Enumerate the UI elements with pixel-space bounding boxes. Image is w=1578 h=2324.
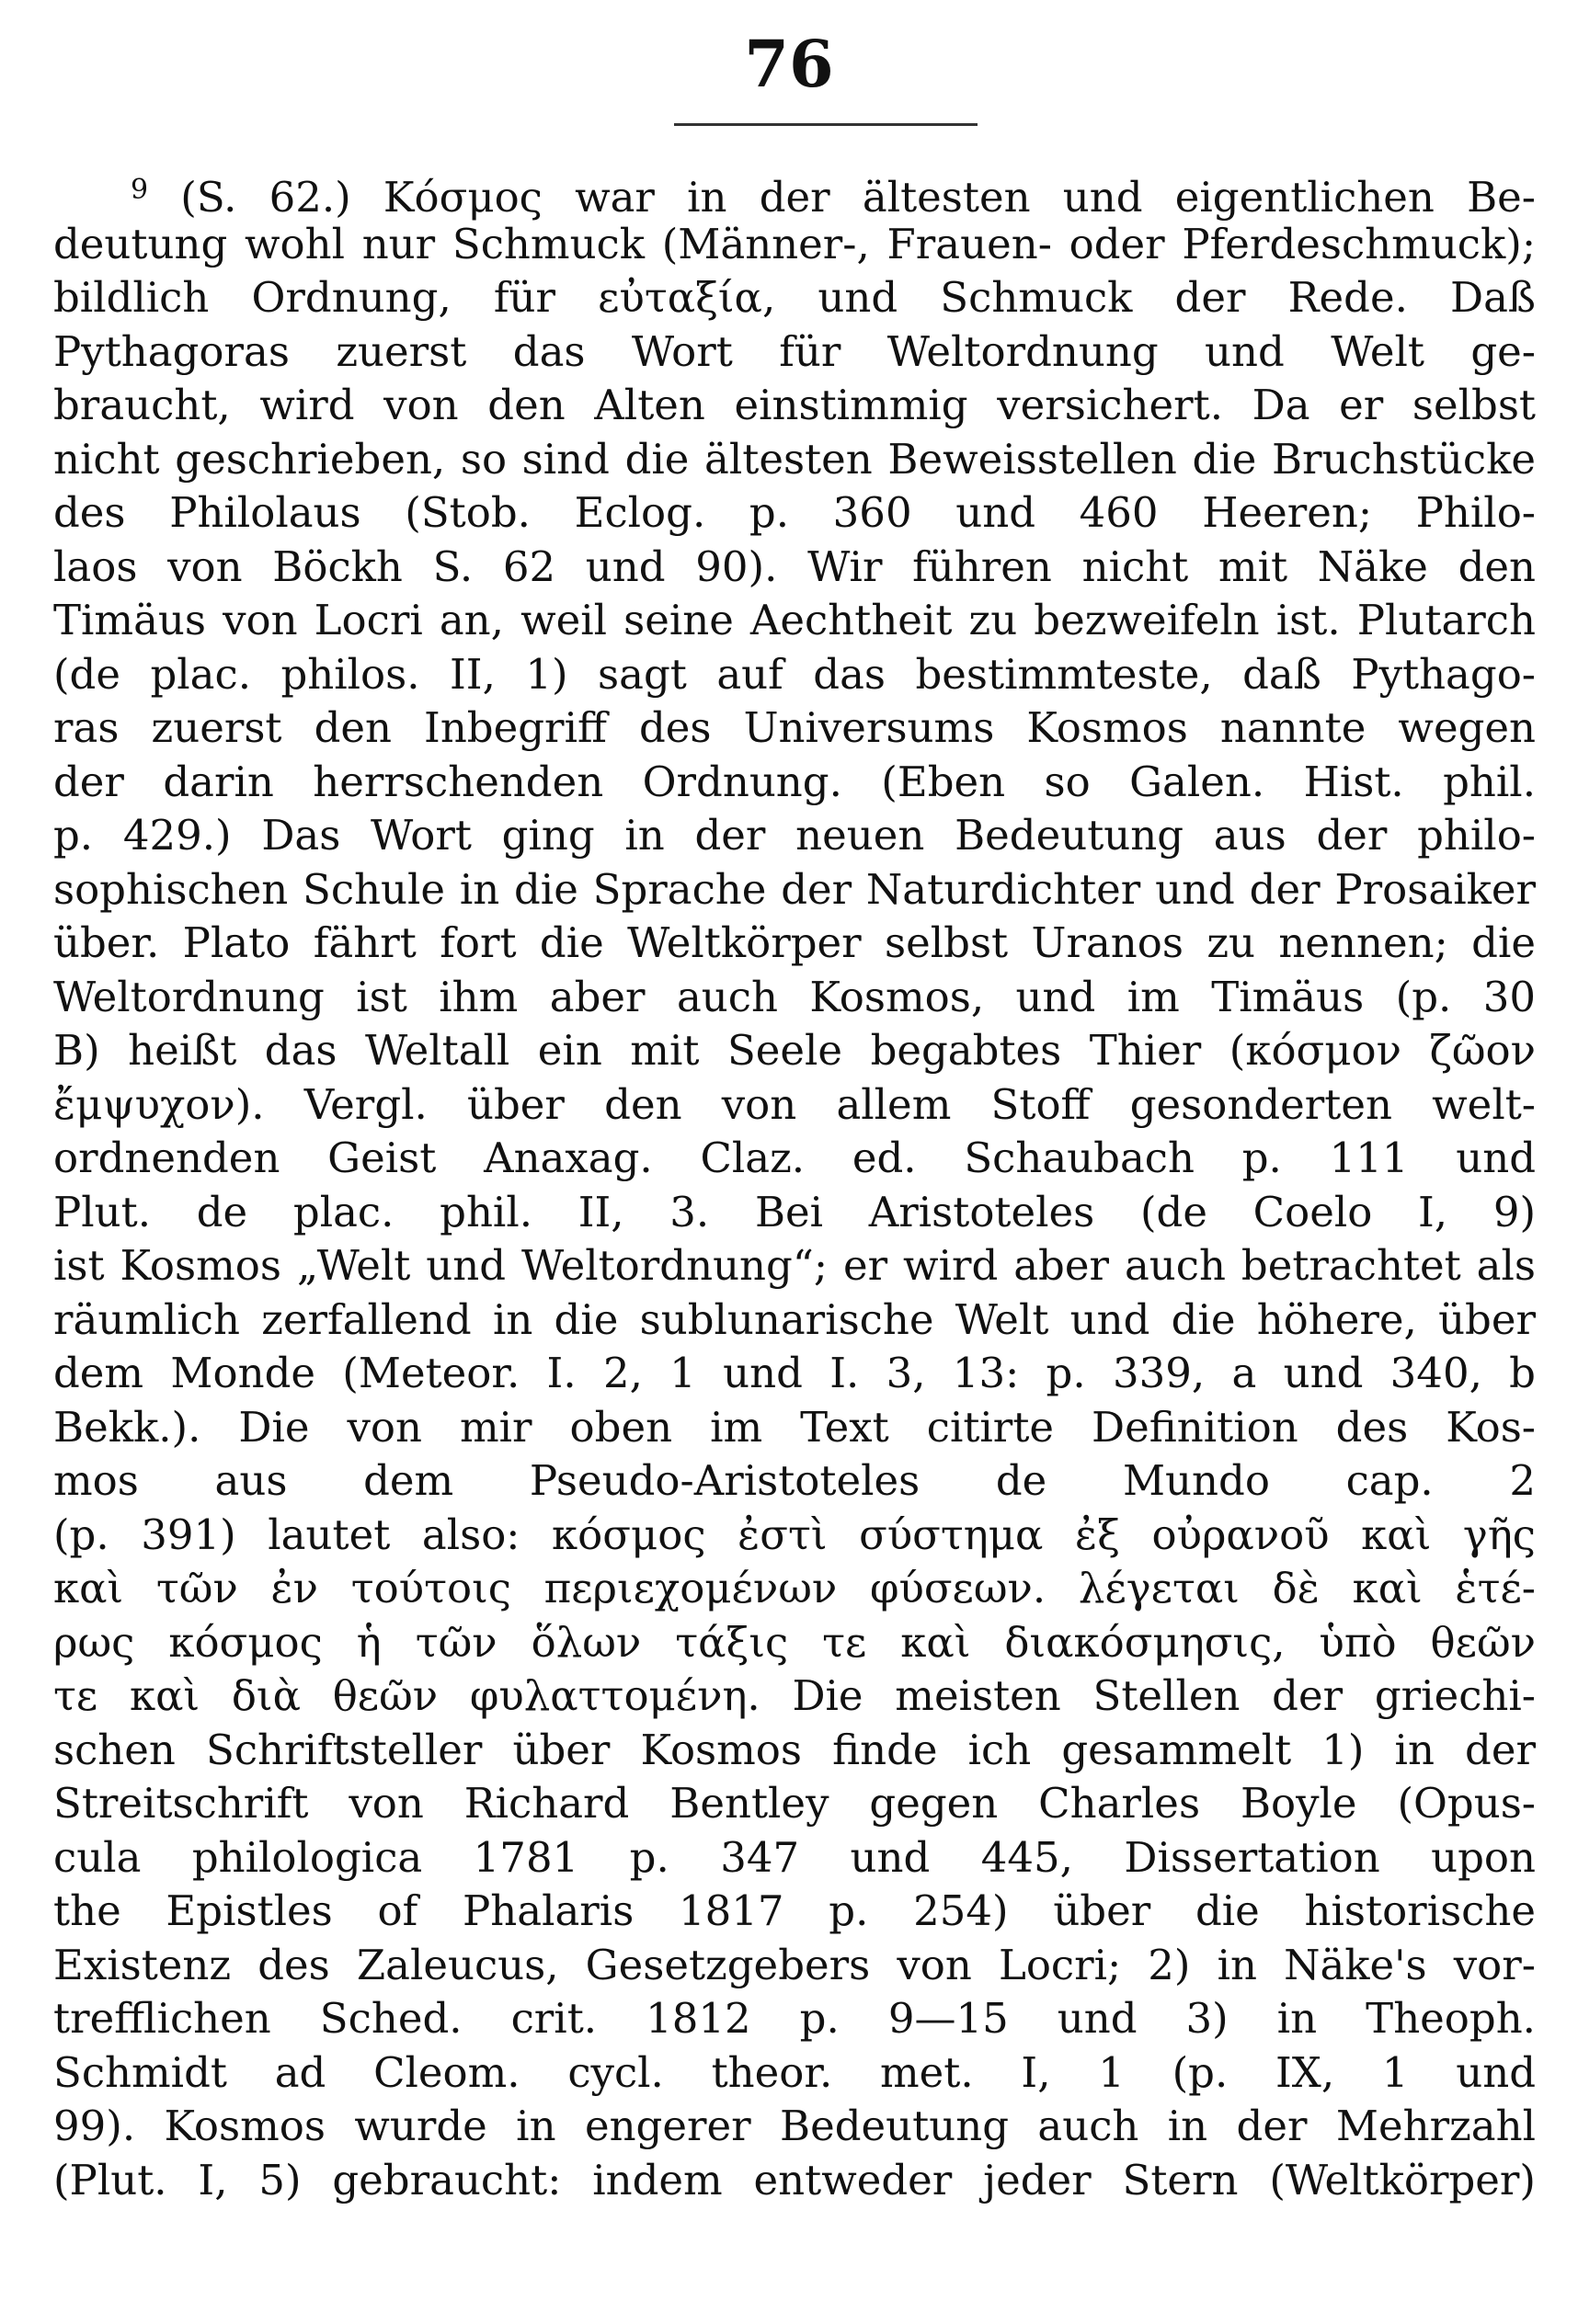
text-line: Existenz des Zaleucus, Gesetzgebers von Locri; 2) in Näke's vor- — [53, 1940, 1536, 1989]
text-line: Timäus von Locri an, weil seine Aechtheit zu bezweifeln ist. Plutarch — [53, 596, 1536, 644]
text-line: laos von Böckh S. 62 und 90). Wir führen nicht mit Näke den — [53, 541, 1536, 591]
text-line: deutung wohl nur Schmuck (Männer-, Frauen- oder Pferdeschmuck); — [53, 219, 1536, 268]
text-line: Pythagoras zuerst das Wort für Weltordnung und Welt ge- — [53, 326, 1536, 376]
text-line: Streitschrift von Richard Bentley gegen Charles Boyle (Opus- — [53, 1779, 1536, 1828]
text-line: $^9$ (S. 62.) Κόσμος war in der ältesten und eigentlichen Be- — [131, 173, 1536, 222]
text-line: Schmidt ad Cleom. cycl. theor. met. I, 1 (p. IX, 1 und — [53, 2047, 1536, 2097]
header-rule — [674, 123, 978, 126]
text-line: ἔμψυχον). Vergl. über den von allem Stoff gesonderten welt- — [53, 1079, 1536, 1129]
text-line: bildlich Ordnung, für εὐταξία, und Schmuck der Rede. Daß — [53, 273, 1536, 322]
text-line: τε καὶ διὰ θεῶν φυλαττομένη. Die meisten Stellen der griechi- — [53, 1671, 1536, 1720]
text-line: schen Schriftsteller über Kosmos finde ich gesammelt 1) in der — [53, 1725, 1536, 1774]
text-line: καὶ τῶν ἐν τούτοις περιεχομένων φύσεων. λέγεται δὲ καὶ ἑτέ- — [53, 1564, 1536, 1612]
text-line: ρως κόσμος ἡ τῶν ὅλων τάξις τε καὶ διακόσμησις, ὑπὸ θεῶν — [53, 1617, 1536, 1667]
text-line: sophischen Schule in die Sprache der Naturdichter und der Prosaiker — [53, 864, 1536, 914]
text-line: über. Plato fährt fort die Weltkörper selbst Uranos zu nennen; die — [53, 918, 1536, 967]
text-line: Weltordnung ist ihm aber auch Kosmos, und im Timäus (p. 30 — [53, 972, 1536, 1021]
text-line: des Philolaus (Stob. Eclog. p. 360 und 460 Heeren; Philo- — [53, 488, 1536, 537]
text-line: ras zuerst den Inbegriff des Universums Kosmos nannte wegen — [53, 703, 1536, 752]
text-line: mos aus dem Pseudo-Aristoteles de Mundo cap. 2 — [53, 1456, 1536, 1505]
text-line: (de plac. philos. II, 1) sagt auf das bestimmteste, daß Pythago- — [53, 649, 1536, 699]
text-line: cula philologica 1781 p. 347 und 445, Dissertation upon — [53, 1832, 1536, 1882]
text-line: räumlich zerfallend in die sublunarische Welt und die höhere, über — [53, 1294, 1536, 1344]
text-line: ist Kosmos „Welt und Weltordnung“; er wird aber auch betrachtet als — [53, 1241, 1536, 1290]
text-line: 99). Kosmos wurde in engerer Bedeutung auch in der Mehrzahl — [53, 2102, 1536, 2150]
text-line: nicht geschrieben, so sind die ältesten Beweisstellen die Bruchstücke — [53, 434, 1536, 484]
page-number: 76 — [744, 26, 834, 102]
text-line: (p. 391) lautet also: κόσμος ἐστὶ σύστημα ἐξ οὐρανοῦ καὶ γῆς — [53, 1509, 1536, 1559]
text-line: Plut. de plac. phil. II, 3. Bei Aristoteles (de Coelo I, 9) — [53, 1187, 1536, 1236]
footnote-marker: 9 — [131, 174, 149, 206]
text-line: the Epistles of Phalaris 1817 p. 254) über die historische — [53, 1886, 1536, 1935]
footnote-block — [53, 164, 1536, 2207]
text-line: der darin herrschenden Ordnung. (Eben so Galen. Hist. phil. — [53, 757, 1536, 806]
text-line: trefflichen Sched. crit. 1812 p. 9—15 und 3) in Theoph. — [53, 1994, 1536, 2043]
text-line: Bekk.). Die von mir oben im Text citirte Definition des Kos- — [53, 1402, 1536, 1452]
text-line: braucht, wird von den Alten einstimmig versichert. Da er selbst — [53, 381, 1536, 429]
text-line: (Plut. I, 5) gebraucht: indem entweder jeder Stern (Weltkörper) — [53, 2155, 1536, 2204]
text-line: dem Monde (Meteor. I. 2, 1 und I. 3, 13: p. 339, a und 340, b — [53, 1349, 1536, 1397]
text-line: B) heißt das Weltall ein mit Seele begabtes Thier (κόσμον ζῶον — [53, 1026, 1536, 1075]
text-line: p. 429.) Das Wort ging in der neuen Bedeutung aus der philo- — [53, 811, 1536, 860]
text-line: ordnenden Geist Anaxag. Claz. ed. Schaubach p. 111 und — [53, 1134, 1536, 1182]
